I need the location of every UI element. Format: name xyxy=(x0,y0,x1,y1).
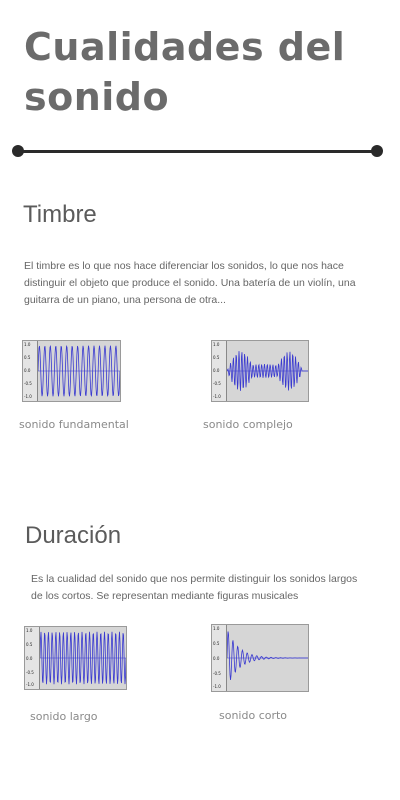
axis-tick: 0.5 xyxy=(26,642,33,647)
page-title: Cualidades del sonido xyxy=(24,25,346,119)
waveform-axis xyxy=(212,625,227,691)
axis-tick: 1.0 xyxy=(24,342,31,347)
timbre-description: El timbre es lo que nos hace diferenciar los sonidos, lo que nos hace distinguir el objeto que produce el sonido. Una batería de un violín, una guitarra de un piano, una persona de otra... xyxy=(24,260,356,306)
axis-tick: 0.0 xyxy=(26,656,33,661)
waveform-short-image xyxy=(211,624,309,692)
divider-right-dot xyxy=(371,145,383,157)
divider-left-dot xyxy=(12,145,24,157)
caption-sonido-complejo: sonido complejo xyxy=(203,418,293,431)
axis-tick: -1.0 xyxy=(26,682,34,687)
axis-tick: 0.5 xyxy=(24,355,31,360)
axis-tick: 0.5 xyxy=(213,355,220,360)
axis-tick: -0.5 xyxy=(26,670,34,675)
axis-tick: 0.0 xyxy=(213,368,220,373)
waveform-long-image xyxy=(24,626,127,690)
waveform-axis xyxy=(25,627,40,689)
axis-tick: 0.5 xyxy=(213,641,220,646)
axis-tick: 0.0 xyxy=(213,656,220,661)
waveform-complex-plot xyxy=(227,342,308,400)
title-divider xyxy=(18,150,377,153)
caption-sonido-corto: sonido corto xyxy=(219,709,288,722)
waveform-short-plot xyxy=(227,626,308,690)
axis-tick: -1.0 xyxy=(213,394,221,399)
waveform-axis xyxy=(212,341,227,401)
axis-tick: 1.0 xyxy=(213,342,220,347)
waveform-axis xyxy=(23,341,38,401)
axis-tick: 1.0 xyxy=(26,628,33,633)
axis-tick: -0.5 xyxy=(213,671,221,676)
duracion-description: Es la cualidad del sonido que nos permite distinguir los sonidos largos de los cortos. Se representan mediante figuras musicales xyxy=(31,573,358,602)
caption-sonido-largo: sonido largo xyxy=(30,710,98,723)
axis-tick: 1.0 xyxy=(213,626,220,631)
axis-tick: -1.0 xyxy=(213,684,221,689)
waveform-complex-image xyxy=(211,340,309,402)
waveform-trace xyxy=(227,632,308,680)
waveform-long-plot xyxy=(40,628,126,688)
axis-tick: 0.0 xyxy=(24,368,31,373)
waveform-fundamental-image xyxy=(22,340,121,402)
duracion-heading: Duración xyxy=(25,522,122,549)
axis-tick: -0.5 xyxy=(24,381,32,386)
waveform-fundamental-plot xyxy=(38,342,120,400)
axis-tick: -1.0 xyxy=(24,394,32,399)
timbre-heading: Timbre xyxy=(23,201,97,228)
caption-sonido-fundamental: sonido fundamental xyxy=(19,418,129,431)
axis-tick: -0.5 xyxy=(213,381,221,386)
